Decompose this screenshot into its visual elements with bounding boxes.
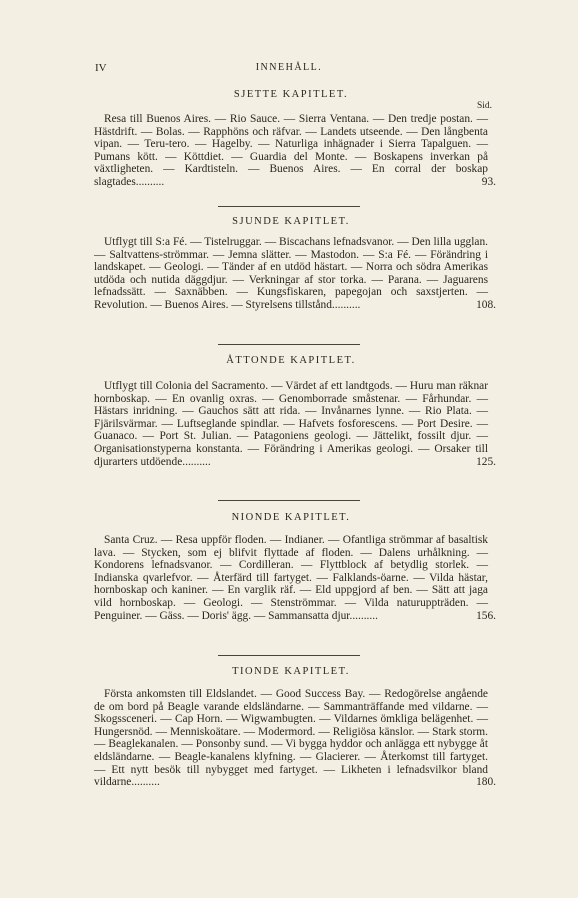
chapter-page-number: 180.: [476, 776, 496, 789]
chapter-page-number: 108.: [476, 298, 496, 311]
divider: [218, 500, 360, 501]
chapter-title: NIONDE KAPITLET.: [231, 512, 351, 523]
chapter-title: SJETTE KAPITLET.: [233, 89, 349, 100]
chapter-attonde: [94, 355, 488, 366]
chapter-page-number: 156.: [476, 609, 496, 622]
chapter-summary: Utflygt till S:a Fé. — Tistelruggar. — Biscachans lefnadsvanor. — Den lilla ugglan. — Saltvattens-strömmar. — Jemna slätter. — Mastodon. — S:a Fé. — Förändring i landskapet. — Geologi. — Tänder af en utdöd hästart. — Norra och södra Amerikas utdöda och nutida däggdjur. — Verkningar af stor torka. — Parana. — Jaguarens lefnadssätt. — Saxnäbben. — Kungsfiskaren, papegojan och saxstjerten. — Revolution. — Buenos Aires. — Styrelsens tillstånd..........: [94, 236, 488, 311]
chapter-page-number: 93.: [481, 175, 496, 188]
chapter-entry: [94, 534, 496, 622]
chapter-tionde: [94, 666, 488, 677]
chapter-title: ÅTTONDE KAPITLET.: [226, 355, 356, 366]
divider: [218, 206, 360, 207]
running-head-title: INNEHÅLL.: [255, 62, 323, 73]
chapter-title: SJUNDE KAPITLET.: [232, 216, 350, 227]
chapter-summary: Utflygt till Colonia del Sacramento. — Värdet af ett landtgods. — Huru man räknar hornboskap. — En ovanlig oxras. — Genomborrade småstenar. — Fårhundar. — Hästars inridning. — Gauchos sätt att rida. — Invånarnes lynne. — Rio Plata. — Fjärilsvärmar. — Luftseglande spindlar. — Hafvets fosforescens. — Port Desire. — Guanaco. — Port St. Julian. — Patagoniens geologi. — Jättelikt, fossilt djur. — Organisationstyperna konstanta. — Förändring i Amerikas geologi. — Orsaker till djurarters utdöende..........: [94, 380, 488, 468]
divider: [218, 344, 360, 345]
chapter-sjette: [94, 89, 488, 100]
chapter-title: TIONDE KAPITLET.: [232, 666, 350, 677]
chapter-sjunde: [94, 216, 488, 227]
chapter-entry: [94, 380, 496, 468]
page-folio: IV: [95, 62, 107, 74]
chapter-entry: [94, 688, 496, 789]
running-head: [0, 62, 578, 76]
chapter-entry: [94, 113, 496, 189]
divider: [218, 655, 360, 656]
chapter-summary: Första ankomsten till Eldslandet. — Good Success Bay. — Redogörelse angående de om bord på Beagle varande eldsländarne. — Sammanträffande med vildarne. — Skogssceneri. — Cap Horn. — Wigwambugten. — Vildarnes ömkliga belägenhet. — Hungersnöd. — Menniskoätare. — Modermord. — Religiösa känslor. — Stark storm. — Beaglekanalen. — Ponsonby sund. — Vi bygga hyddor och anlägga ett nybygge åt eldsländarne. — Beagle-kanalens klyfning. — Glacierer. — Återkomst till fartyget. — Ett nytt besök till nybygget med fartyget. — Likheten i lefnadsvilkor bland vildarne..........: [94, 688, 488, 789]
chapter-entry: [94, 236, 496, 312]
chapter-nionde: [94, 512, 488, 523]
chapter-summary: Resa till Buenos Aires. — Rio Sauce. — Sierra Ventana. — Den tredje postan. — Hästdrift. — Bolas. — Rapphöns och räfvar. — Landets utseende. — Den långbenta vipan. — Teru-tero. — Hagelby. — Naturliga inhägnader i Sierra Tapalguen. — Pumans kött. — Köttdiet. — Guardia del Monte. — Boskapens inverkan på växtligheten. — Kardtisteln. — Buenos Aires. — En corral der boskap slagtades..........: [94, 113, 488, 188]
page-column-label: Sid.: [476, 101, 492, 111]
chapter-page-number: 125.: [476, 455, 496, 468]
chapter-summary: Santa Cruz. — Resa uppför floden. — Indianer. — Ofantliga strömmar af basaltisk lava. — Stycken, som ej blifvit flyttade af floden. — Dalens urhålkning. — Kondorens lefnadsvanor. — Cordilleran. — Flyttblock af betydlig storlek. — Indianska qvarlefvor. — Återfärd till fartyget. — Falklands-öarne. — Vilda hästar, hornboskap och kaniner. — En varglik räf. — Eld uppgjord af ben. — Sätt att jaga vild hornboskap. — Geologi. — Stenströmmar. — Vilda naturuppträden. — Penguiner. — Gäss. — Doris' ägg. — Sammansatta djur..........: [94, 534, 488, 622]
